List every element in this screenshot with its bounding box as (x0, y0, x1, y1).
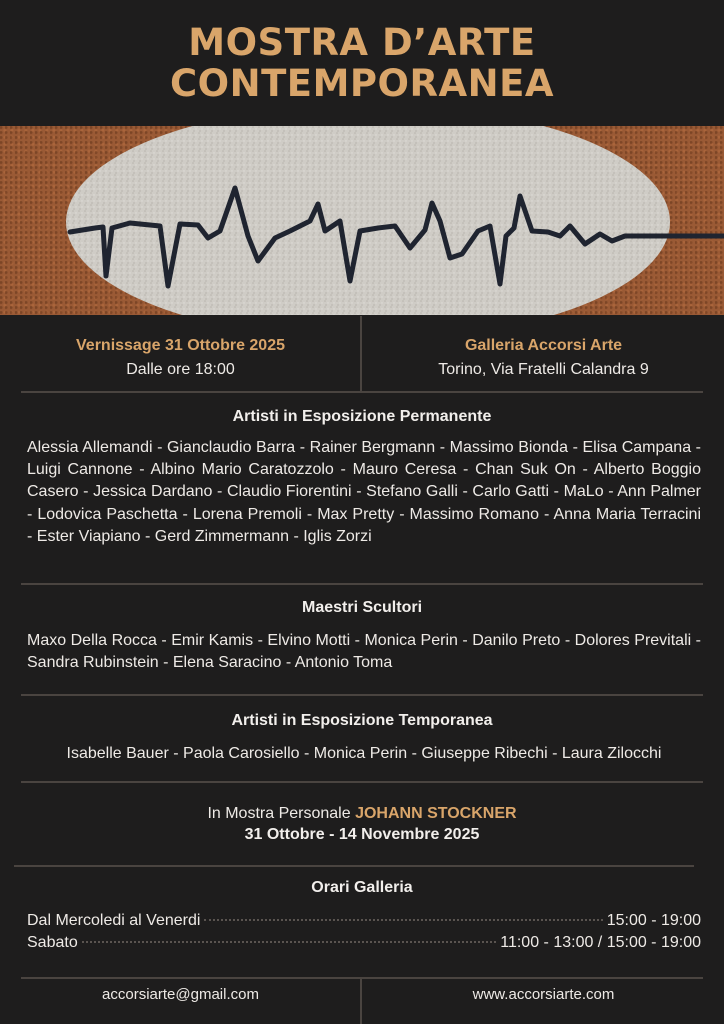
hours-time: 15:00 - 19:00 (606, 912, 701, 929)
hero-artwork-image (0, 126, 724, 315)
dotted-leader (82, 941, 497, 943)
gallery-address: Torino, Via Fratelli Calandra 9 (438, 361, 649, 378)
dotted-leader (204, 919, 602, 921)
hours-title: Orari Galleria (311, 879, 413, 896)
hours-day: Dal Mercoledi al Venerdi (27, 912, 201, 929)
solo-exhibition-prefix: In Mostra Personale (207, 805, 356, 822)
heartbeat-artwork-icon (0, 126, 724, 315)
permanent-artists-title: Artisti in Esposizione Permanente (232, 408, 492, 425)
hours-table (27, 910, 701, 954)
vernissage-date: Vernissage 31 Ottobre 2025 (76, 337, 285, 354)
hours-day: Sabato (27, 934, 78, 951)
gallery-name: Galleria Accorsi Arte (464, 337, 623, 354)
poster-title (0, 22, 724, 104)
gallery-info (363, 336, 724, 381)
divider (21, 781, 703, 783)
solo-exhibition-dates: 31 Ottobre - 14 Novembre 2025 (244, 826, 480, 843)
permanent-artists-list: Alessia Allemandi - Gianclaudio Barra - Rainer Bergmann - Massimo Bionda - Elisa Campana - Luigi Cannone - Albino Mario Caratozzolo - Mauro Ceresa - Chan Suk On - Alberto Boggio Casero - Jessica Dardano - Claudio Fiorentini - Stefano Galli - Carlo Gatti - MaLo - Ann Palmer - Lodovica Paschetta - Lorena Premoli - Max Pretty - Massimo Romano - Anna Maria Terracini - Ester Viapiano - Gerd Zimmermann - Iglis Zorzi (27, 439, 701, 545)
title-line-1: MOSTRA D’ARTE (188, 21, 536, 64)
contact-website[interactable]: www.accorsiarte.com (472, 986, 615, 1003)
hours-row-saturday (27, 932, 701, 954)
sculptors-title: Maestri Scultori (301, 599, 423, 616)
solo-exhibition (0, 803, 724, 845)
sculptors-list: Maxo Della Rocca - Emir Kamis - Elvino Motti - Monica Perin - Danilo Preto - Dolores Previtali - Sandra Rubinstein - Elena Saracino - Antonio Toma (27, 632, 701, 672)
title-line-2: CONTEMPORANEA (170, 62, 554, 105)
divider (21, 391, 703, 393)
divider (14, 865, 694, 867)
hours-row-weekdays (27, 910, 701, 932)
info-divider-vertical (360, 316, 362, 392)
divider (21, 977, 703, 979)
solo-artist-name: JOHANN STOCKNER (355, 805, 517, 822)
vernissage-time: Dalle ore 18:00 (126, 361, 235, 378)
contact-divider-vertical (360, 979, 362, 1024)
temporary-artists-title: Artisti in Esposizione Temporanea (231, 712, 493, 729)
contact-email[interactable]: accorsiarte@gmail.com (102, 986, 259, 1003)
divider (21, 583, 703, 585)
divider (21, 694, 703, 696)
temporary-artists-list: Isabelle Bauer - Paola Carosiello - Monica Perin - Giuseppe Ribechi - Laura Zilocchi (66, 745, 662, 762)
hours-time: 11:00 - 13:00 / 15:00 - 19:00 (500, 934, 701, 951)
vernissage-info (0, 336, 361, 381)
